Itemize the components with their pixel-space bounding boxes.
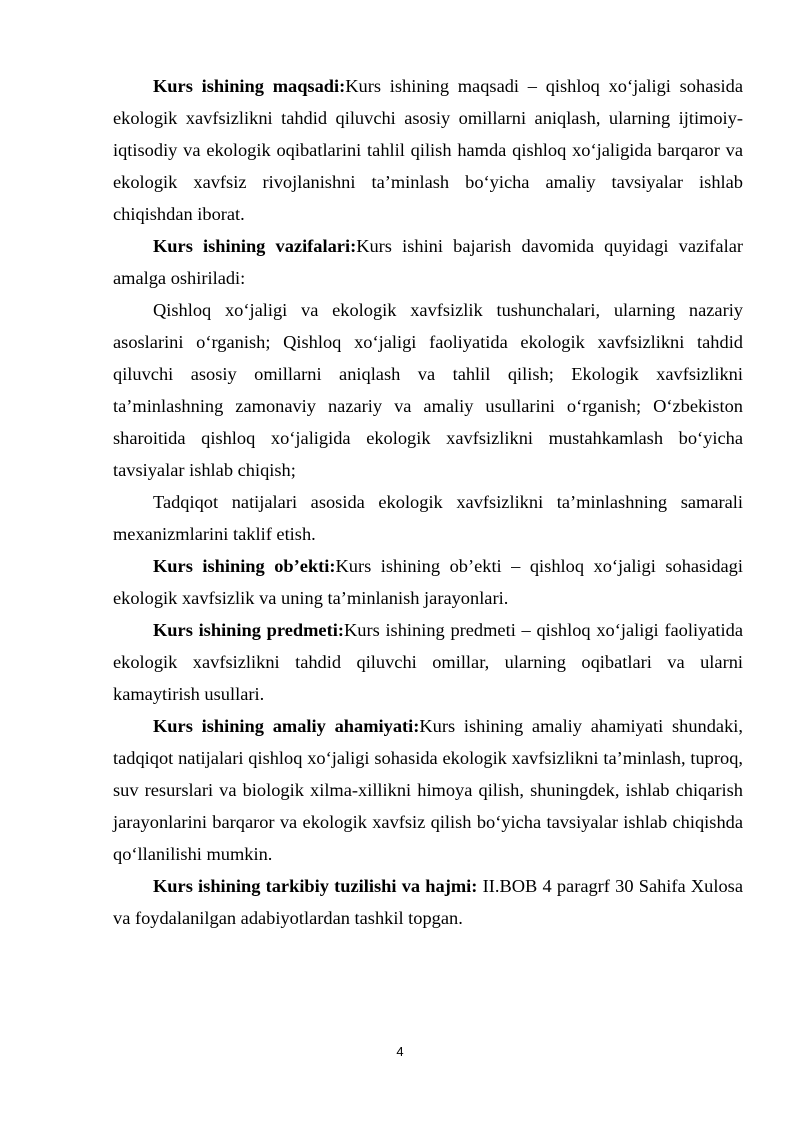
- paragraph-text: Kurs ishining ob’ekti – qishloq xo‘jaligi sohasidagi ekologik xavfsizlik va uning ta’minlanish jarayonlari.: [113, 556, 743, 608]
- object-paragraph: [113, 550, 743, 614]
- paragraph-text: Qishloq xo‘jaligi va ekologik xavfsizlik tushunchalari, ularning nazariy asoslarini o‘rganish; Qishloq xo‘jaligi faoliyatida ekologik xavfsizlikni tahdid qiluvchi asosiy omillarni aniqlash va tahlil qilish; Ekologik xavfsizlikni ta’minlashning zamonaviy nazariy va amaliy usullarini o‘rganish; O‘zbekiston sharoitida qishloq xo‘jaligida ekologik xavfsizlikni mustahkamlash bo‘yicha tavsiyalar ishlab chiqish;: [113, 300, 743, 480]
- page-body: [113, 70, 743, 934]
- goal-paragraph: [113, 70, 743, 230]
- significance-paragraph: [113, 710, 743, 870]
- tasks-list-paragraph: [113, 294, 743, 486]
- paragraph-label: Kurs ishining ob’ekti:: [153, 556, 336, 576]
- paragraph-text: Kurs ishining amaliy ahamiyati shundaki, tadqiqot natijalari qishloq xo‘jaligi sohasida ekologik xavfsizlikni ta’minlash, tuproq, suv resurslari va biologik xilma-xillikni himoya qilish, shuningdek, ishlab chiqarish jarayonlarini barqaror va ekologik xavfsiz qilish bo‘yicha tavsiyalar ishlab chiqishda qo‘llanilishi mumkin.: [113, 716, 743, 864]
- paragraph-text: Kurs ishining maqsadi – qishloq xo‘jaligi sohasida ekologik xavfsizlikni tahdid qiluvchi asosiy omillarni aniqlash, ularning ijtimoiy-iqtisodiy va ekologik oqibatlarini tahlil qilish hamda qishloq xo‘jaligida barqaror va ekologik xavfsiz rivojlanishni ta’minlash bo‘yicha amaliy tavsiyalar ishlab chiqishdan iborat.: [113, 76, 743, 224]
- subject-paragraph: [113, 614, 743, 710]
- paragraph-text: Kurs ishini bajarish davomida quyidagi vazifalar amalga oshiriladi:: [113, 236, 743, 288]
- tasks-paragraph: [113, 230, 743, 294]
- paragraph-label: Kurs ishining vazifalari:: [153, 236, 357, 256]
- paragraph-text: Kurs ishining predmeti – qishloq xo‘jaligi faoliyatida ekologik xavfsizlikni tahdid qiluvchi omillar, ularning oqibatlari va ularni kamaytirish usullari.: [113, 620, 744, 704]
- paragraph-label: Kurs ishining amaliy ahamiyati:: [153, 716, 420, 736]
- tasks-final-paragraph: [113, 486, 743, 550]
- paragraph-label: Kurs ishining tarkibiy tuzilishi va hajmi:: [153, 876, 483, 896]
- paragraph-text: II.BOB 4 paragrf 30 Sahifa Xulosa va foydalanilgan adabiyotlardan tashkil topgan.: [113, 876, 743, 928]
- paragraph-text: Tadqiqot natijalari asosida ekologik xavfsizlikni ta’minlashning samarali mexanizmlarini taklif etish.: [113, 492, 743, 544]
- page-number: 4: [396, 1044, 404, 1059]
- paragraph-label: Kurs ishining maqsadi:: [153, 76, 346, 96]
- paragraph-label: Kurs ishining predmeti:: [153, 620, 344, 640]
- structure-paragraph: [113, 870, 743, 934]
